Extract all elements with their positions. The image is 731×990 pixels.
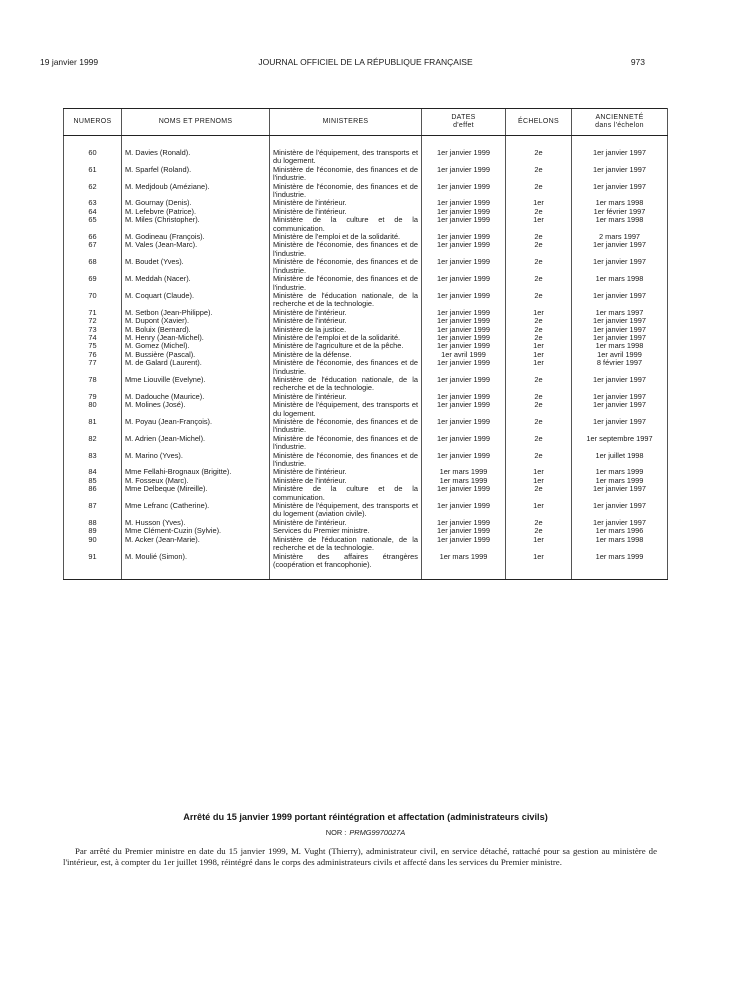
row-ministry: Services du Premier ministre. [270, 527, 422, 535]
row-name: M. Sparfel (Roland). [122, 166, 270, 183]
row-name: Mme Lefranc (Catherine). [122, 502, 270, 519]
row-name: M. Coquart (Claude). [122, 292, 270, 309]
row-effective-date: 1er janvier 1999 [422, 317, 506, 325]
row-echelon: 2e [506, 393, 572, 401]
row-effective-date: 1er janvier 1999 [422, 326, 506, 334]
row-effective-date: 1er janvier 1999 [422, 401, 506, 418]
row-name: M. Godineau (François). [122, 233, 270, 241]
row-effective-date: 1er janvier 1999 [422, 233, 506, 241]
row-effective-date: 1er avril 1999 [422, 351, 506, 359]
nor-reference [0, 828, 731, 837]
row-effective-date: 1er janvier 1999 [422, 376, 506, 393]
row-name: Mme Delbeque (Mireille). [122, 485, 270, 502]
row-name: M. Moulié (Simon). [122, 553, 270, 580]
row-effective-date: 1er janvier 1999 [422, 485, 506, 502]
table-row [64, 485, 668, 502]
row-anciennete: 2 mars 1997 [572, 233, 668, 241]
row-name: M. Fosseux (Marc). [122, 477, 270, 485]
row-ministry: Ministère de l'intérieur. [270, 317, 422, 325]
row-effective-date: 1er janvier 1999 [422, 418, 506, 435]
row-ministry: Ministère de l'intérieur. [270, 309, 422, 317]
row-number: 87 [64, 502, 122, 519]
table-row [64, 258, 668, 275]
row-anciennete: 1er mars 1998 [572, 275, 668, 292]
row-echelon: 2e [506, 376, 572, 393]
row-echelon: 2e [506, 519, 572, 527]
row-anciennete: 1er mars 1998 [572, 199, 668, 207]
row-echelon: 2e [506, 326, 572, 334]
row-effective-date: 1er janvier 1999 [422, 208, 506, 216]
nominations-table [63, 108, 668, 580]
row-name: M. Acker (Jean-Marie). [122, 536, 270, 553]
row-name: M. Setbon (Jean-Philippe). [122, 309, 270, 317]
row-effective-date: 1er janvier 1999 [422, 292, 506, 309]
arrete-body: Par arrêté du Premier ministre en date du 15 janvier 1999, M. Vught (Thierry), administrateur civil, en service détaché, rattaché pour sa gestion au ministère de l'intérieur, est, à compter du 1er juillet 1998, réintégré dans le corps des administrateurs civils et affecté dans les services du Premier ministre. [63, 846, 657, 867]
row-anciennete: 1er janvier 1997 [572, 326, 668, 334]
row-name: M. Bussière (Pascal). [122, 351, 270, 359]
row-anciennete: 1er mars 1997 [572, 309, 668, 317]
row-ministry: Ministère de l'équipement, des transports et du logement. [270, 136, 422, 166]
table-row [64, 418, 668, 435]
row-echelon: 1er [506, 536, 572, 553]
row-number: 81 [64, 418, 122, 435]
arrete-title: Arrêté du 15 janvier 1999 portant réintégration et affectation (administrateurs civils) [183, 812, 548, 822]
row-name: M. Henry (Jean-Michel). [122, 334, 270, 342]
col-header-ministeres: MINISTERES [270, 109, 422, 136]
row-anciennete: 1er janvier 1997 [572, 183, 668, 200]
row-echelon: 1er [506, 359, 572, 376]
row-ministry: Ministère de l'économie, des finances et de l'industrie. [270, 359, 422, 376]
row-effective-date: 1er janvier 1999 [422, 536, 506, 553]
row-name: M. Vales (Jean-Marc). [122, 241, 270, 258]
row-echelon: 2e [506, 292, 572, 309]
row-number: 69 [64, 275, 122, 292]
row-number: 75 [64, 342, 122, 350]
row-effective-date: 1er mars 1999 [422, 468, 506, 476]
col-header-dates-line1: DATES [451, 113, 476, 121]
row-effective-date: 1er janvier 1999 [422, 527, 506, 535]
row-name: M. Molines (José). [122, 401, 270, 418]
row-ministry: Ministère de l'économie, des finances et de l'industrie. [270, 183, 422, 200]
row-name: M. Davies (Ronald). [122, 136, 270, 166]
row-anciennete: 1er septembre 1997 [572, 435, 668, 452]
row-name: Mme Fellahi-Brognaux (Brigitte). [122, 468, 270, 476]
row-anciennete: 1er janvier 1997 [572, 376, 668, 393]
row-anciennete: 1er janvier 1997 [572, 136, 668, 166]
row-echelon: 2e [506, 136, 572, 166]
row-ministry: Ministère des affaires étrangères (coopération et francophonie). [270, 553, 422, 580]
row-ministry: Ministère de la culture et de la communication. [270, 485, 422, 502]
row-echelon: 1er [506, 553, 572, 580]
row-ministry: Ministère de l'équipement, des transports et du logement (aviation civile). [270, 502, 422, 519]
row-number: 70 [64, 292, 122, 309]
table-header-row [64, 109, 668, 136]
row-echelon: 2e [506, 241, 572, 258]
row-echelon: 2e [506, 183, 572, 200]
row-anciennete: 1er juillet 1998 [572, 452, 668, 469]
row-number: 83 [64, 452, 122, 469]
row-ministry: Ministère de la culture et de la communication. [270, 216, 422, 233]
row-ministry: Ministère de l'intérieur. [270, 393, 422, 401]
row-anciennete: 1er janvier 1997 [572, 418, 668, 435]
row-effective-date: 1er mars 1999 [422, 477, 506, 485]
row-echelon: 2e [506, 418, 572, 435]
row-anciennete: 1er janvier 1997 [572, 401, 668, 418]
row-number: 89 [64, 527, 122, 535]
row-effective-date: 1er janvier 1999 [422, 393, 506, 401]
row-anciennete: 1er mars 1999 [572, 477, 668, 485]
row-number: 64 [64, 208, 122, 216]
table-row [64, 292, 668, 309]
row-ministry: Ministère de l'éducation nationale, de la recherche et de la technologie. [270, 376, 422, 393]
col-header-anciennete [572, 109, 668, 136]
table-row [64, 166, 668, 183]
row-anciennete: 1er janvier 1997 [572, 258, 668, 275]
row-echelon: 2e [506, 452, 572, 469]
row-echelon: 2e [506, 208, 572, 216]
row-echelon: 2e [506, 258, 572, 275]
row-anciennete: 1er mars 1999 [572, 553, 668, 580]
row-anciennete: 1er janvier 1997 [572, 502, 668, 519]
table-row [64, 435, 668, 452]
row-number: 79 [64, 393, 122, 401]
row-number: 84 [64, 468, 122, 476]
row-name: M. Marino (Yves). [122, 452, 270, 469]
row-name: Mme Clément-Cuzin (Sylvie). [122, 527, 270, 535]
row-name: M. Poyau (Jean-François). [122, 418, 270, 435]
row-name: Mme Liouville (Evelyne). [122, 376, 270, 393]
row-number: 61 [64, 166, 122, 183]
row-effective-date: 1er janvier 1999 [422, 309, 506, 317]
table-row [64, 376, 668, 393]
row-ministry: Ministère de l'intérieur. [270, 519, 422, 527]
row-name: M. Meddah (Nacer). [122, 275, 270, 292]
row-echelon: 2e [506, 435, 572, 452]
table-row [64, 502, 668, 519]
row-anciennete: 1er janvier 1997 [572, 317, 668, 325]
row-ministry: Ministère de l'intérieur. [270, 199, 422, 207]
row-name: M. Husson (Yves). [122, 519, 270, 527]
row-anciennete: 1er janvier 1997 [572, 334, 668, 342]
row-effective-date: 1er janvier 1999 [422, 334, 506, 342]
row-number: 90 [64, 536, 122, 553]
row-effective-date: 1er janvier 1999 [422, 183, 506, 200]
row-number: 65 [64, 216, 122, 233]
table-body [64, 136, 668, 580]
header-date: 19 janvier 1999 [40, 57, 99, 67]
row-number: 66 [64, 233, 122, 241]
row-anciennete: 1er mars 1996 [572, 527, 668, 535]
row-number: 68 [64, 258, 122, 275]
row-name: M. Dupont (Xavier). [122, 317, 270, 325]
row-effective-date: 1er janvier 1999 [422, 136, 506, 166]
row-ministry: Ministère de l'économie, des finances et de l'industrie. [270, 166, 422, 183]
col-header-anciennete-line2: dans l'échelon [595, 122, 644, 129]
row-echelon: 2e [506, 334, 572, 342]
row-effective-date: 1er janvier 1999 [422, 435, 506, 452]
row-echelon: 2e [506, 527, 572, 535]
col-header-numeros: NUMEROS [64, 109, 122, 136]
table-row [64, 359, 668, 376]
row-effective-date: 1er janvier 1999 [422, 342, 506, 350]
table-row [64, 401, 668, 418]
row-ministry: Ministère de l'emploi et de la solidarité. [270, 233, 422, 241]
page-number: 973 [630, 57, 645, 67]
col-header-noms: NOMS ET PRENOMS [122, 109, 270, 136]
row-ministry: Ministère de l'économie, des finances et de l'industrie. [270, 435, 422, 452]
row-echelon: 1er [506, 351, 572, 359]
row-ministry: Ministère de l'économie, des finances et de l'industrie. [270, 275, 422, 292]
row-effective-date: 1er janvier 1999 [422, 359, 506, 376]
row-name: M. Dadouche (Maurice). [122, 393, 270, 401]
row-number: 86 [64, 485, 122, 502]
row-number: 91 [64, 553, 122, 580]
table-row [64, 553, 668, 580]
row-ministry: Ministère de la défense. [270, 351, 422, 359]
row-name: M. Adrien (Jean-Michel). [122, 435, 270, 452]
row-number: 63 [64, 199, 122, 207]
row-name: M. Gournay (Denis). [122, 199, 270, 207]
row-effective-date: 1er janvier 1999 [422, 199, 506, 207]
row-echelon: 1er [506, 502, 572, 519]
row-anciennete: 1er mars 1998 [572, 536, 668, 553]
row-echelon: 2e [506, 233, 572, 241]
row-number: 78 [64, 376, 122, 393]
row-echelon: 2e [506, 166, 572, 183]
row-anciennete: 1er février 1997 [572, 208, 668, 216]
row-anciennete: 1er janvier 1997 [572, 292, 668, 309]
row-number: 74 [64, 334, 122, 342]
row-ministry: Ministère de l'intérieur. [270, 477, 422, 485]
col-header-dates [422, 109, 506, 136]
row-name: M. Lefebvre (Patrice). [122, 208, 270, 216]
row-ministry: Ministère de l'agriculture et de la pêche. [270, 342, 422, 350]
row-echelon: 2e [506, 275, 572, 292]
row-number: 88 [64, 519, 122, 527]
row-ministry: Ministère de l'emploi et de la solidarité. [270, 334, 422, 342]
row-name: M. Gomez (Michel). [122, 342, 270, 350]
row-echelon: 1er [506, 468, 572, 476]
nor-code: PRMG9970027A [349, 828, 406, 837]
row-ministry: Ministère de l'éducation nationale, de la recherche et de la technologie. [270, 536, 422, 553]
row-name: M. Miles (Christopher). [122, 216, 270, 233]
row-ministry: Ministère de l'intérieur. [270, 208, 422, 216]
row-effective-date: 1er mars 1999 [422, 553, 506, 580]
row-ministry: Ministère de la justice. [270, 326, 422, 334]
row-number: 85 [64, 477, 122, 485]
row-effective-date: 1er janvier 1999 [422, 275, 506, 292]
row-ministry: Ministère de l'économie, des finances et de l'industrie. [270, 418, 422, 435]
row-anciennete: 1er avril 1999 [572, 351, 668, 359]
row-anciennete: 8 février 1997 [572, 359, 668, 376]
row-number: 82 [64, 435, 122, 452]
row-effective-date: 1er janvier 1999 [422, 519, 506, 527]
row-anciennete: 1er janvier 1997 [572, 485, 668, 502]
row-number: 76 [64, 351, 122, 359]
row-ministry: Ministère de l'éducation nationale, de la recherche et de la technologie. [270, 292, 422, 309]
col-header-anciennete-line1: ANCIENNETÉ [595, 113, 644, 121]
row-ministry: Ministère de l'économie, des finances et de l'industrie. [270, 241, 422, 258]
row-anciennete: 1er mars 1998 [572, 216, 668, 233]
row-anciennete: 1er janvier 1997 [572, 166, 668, 183]
table-row [64, 183, 668, 200]
row-number: 73 [64, 326, 122, 334]
journal-title: JOURNAL OFFICIEL DE LA RÉPUBLIQUE FRANÇAISE [258, 57, 473, 67]
table-row [64, 136, 668, 166]
nor-label: NOR : [325, 828, 347, 837]
row-effective-date: 1er janvier 1999 [422, 258, 506, 275]
row-echelon: 2e [506, 317, 572, 325]
row-number: 67 [64, 241, 122, 258]
col-header-echelons: ÉCHELONS [506, 109, 572, 136]
row-anciennete: 1er mars 1998 [572, 342, 668, 350]
table-row [64, 275, 668, 292]
row-effective-date: 1er janvier 1999 [422, 452, 506, 469]
row-echelon: 1er [506, 477, 572, 485]
row-ministry: Ministère de l'intérieur. [270, 468, 422, 476]
row-echelon: 2e [506, 401, 572, 418]
row-name: M. de Galard (Laurent). [122, 359, 270, 376]
row-echelon: 1er [506, 216, 572, 233]
row-effective-date: 1er janvier 1999 [422, 216, 506, 233]
row-anciennete: 1er janvier 1997 [572, 519, 668, 527]
row-effective-date: 1er janvier 1999 [422, 241, 506, 258]
row-number: 72 [64, 317, 122, 325]
row-number: 62 [64, 183, 122, 200]
table-row [64, 216, 668, 233]
row-echelon: 1er [506, 199, 572, 207]
row-name: M. Medjdoub (Améziane). [122, 183, 270, 200]
row-number: 80 [64, 401, 122, 418]
row-ministry: Ministère de l'équipement, des transports et du logement. [270, 401, 422, 418]
table-row [64, 241, 668, 258]
row-echelon: 1er [506, 309, 572, 317]
table-row [64, 536, 668, 553]
row-anciennete: 1er janvier 1997 [572, 241, 668, 258]
row-anciennete: 1er mars 1999 [572, 468, 668, 476]
row-echelon: 1er [506, 342, 572, 350]
row-ministry: Ministère de l'économie, des finances et de l'industrie. [270, 258, 422, 275]
row-echelon: 2e [506, 485, 572, 502]
col-header-dates-line2: d'effet [453, 122, 474, 129]
row-name: M. Boluix (Bernard). [122, 326, 270, 334]
table-row [64, 452, 668, 469]
row-effective-date: 1er janvier 1999 [422, 502, 506, 519]
row-number: 77 [64, 359, 122, 376]
row-anciennete: 1er janvier 1997 [572, 393, 668, 401]
row-effective-date: 1er janvier 1999 [422, 166, 506, 183]
row-number: 60 [64, 136, 122, 166]
row-ministry: Ministère de l'économie, des finances et de l'industrie. [270, 452, 422, 469]
row-name: M. Boudet (Yves). [122, 258, 270, 275]
row-number: 71 [64, 309, 122, 317]
